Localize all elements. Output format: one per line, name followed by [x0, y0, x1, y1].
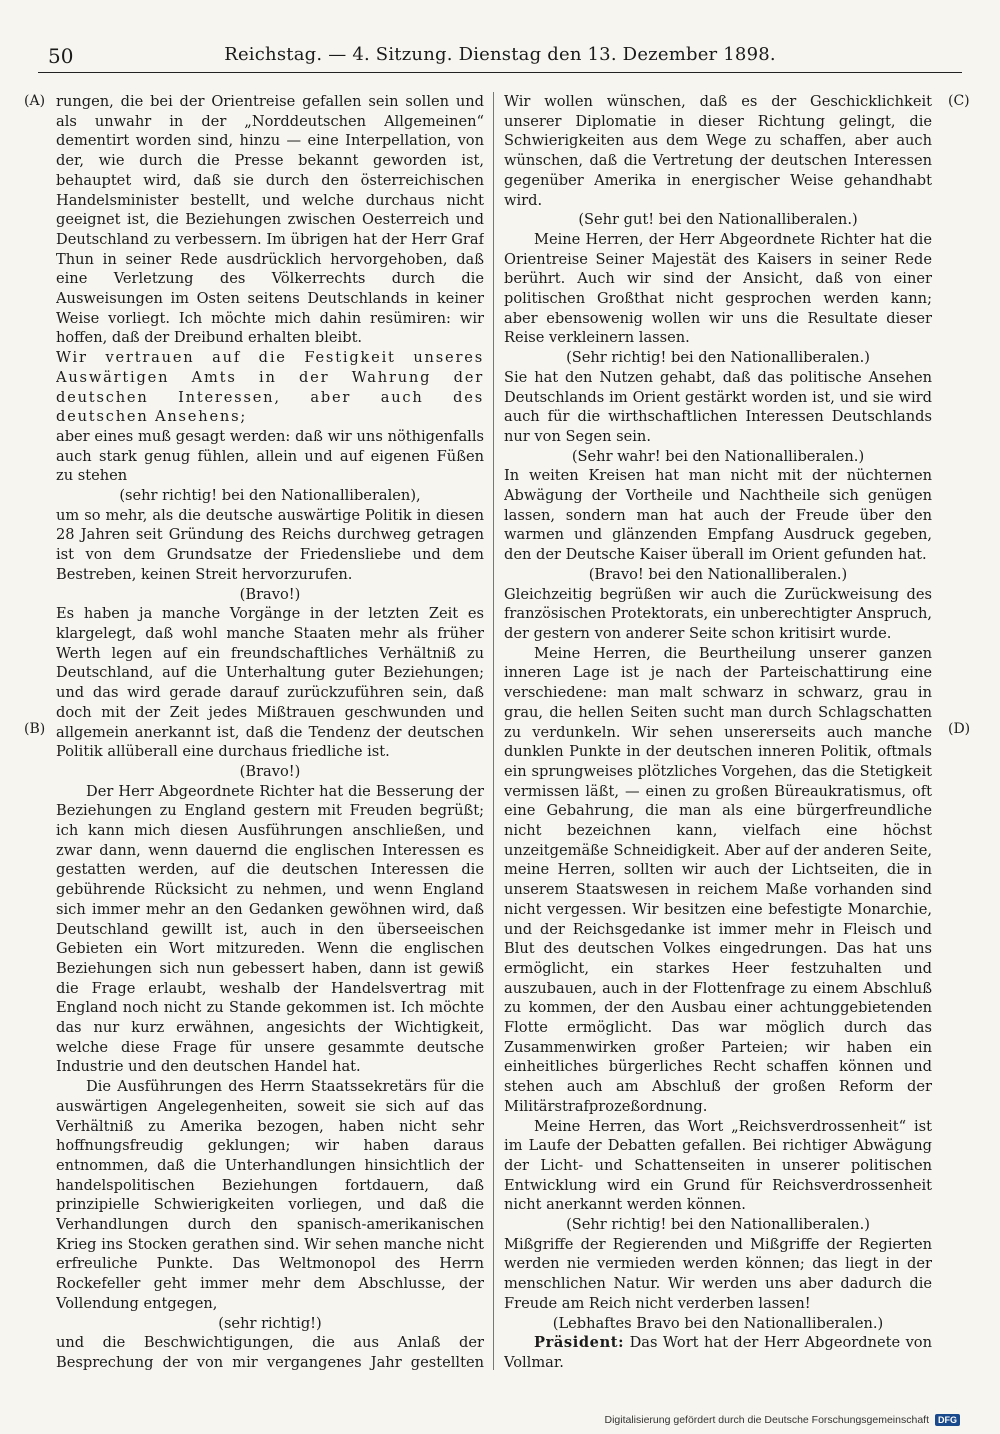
- body-paragraph: Wir vertrauen auf die Festigkeit unseres Auswärtigen Amts in der Wahrung der deutschen Interessen, aber auch des deutschen Ansehens;: [56, 349, 484, 426]
- body-paragraph: Meine Herren, die Beurtheilung unserer ganzen inneren Lage ist je nach der Parteischattirung eine verschiedene: man malt schwarz in schwarz, grau in grau, die hellen Seiten sucht man durch Schlagschatten zu verdunkeln. Wir sehen unsererseits auch manche dunklen Punkte in der deutschen inneren Politik, oftmals ein sprungweises plötzliches Vorgehen, das die Stetigkeit vermissen läßt, — einen zu großen Büreaukratismus, oft eine Gebahrung, die man als eine bürgerfreundliche nicht bezeichnen kann, vielfach eine höchst unzeitgemäße Schneidigkeit. Aber auf der anderen Seite, meine Herren, sollten wir auch der Lichtseiten, die in unserem Staatswesen in reichem Maße vorhanden sind nicht vergessen. Wir besitzen eine befestigte Monarchie, und der Reichsgedanke ist immer mehr in Fleisch und Blut des deutschen Volkes eingedrungen. Das hat uns ermöglicht, ein starkes Heer festzuhalten und auszubauen, auch in der Flottenfrage zu einem Abschluß zu kommen, der den Ausbau einer achtunggebietenden Flotte ermöglicht. Das war möglich durch das Zusammenwirken großer Parteien; wir haben ein einheitliches bürgerliches Recht schaffen können und stehen auch am Abschluß der großen Reform der Militärstrafprozeßordnung.: [504, 644, 932, 1115]
- interjection: (Sehr wahr! bei den Nationalliberalen.): [571, 447, 865, 465]
- interjection: (Lebhaftes Bravo bei den Nationalliberalen.): [552, 1314, 884, 1332]
- dfg-logo: DFG: [935, 1414, 960, 1426]
- interjection: (Bravo!): [239, 585, 301, 603]
- body-paragraph: rungen, die bei der Orientreise gefallen sein sollen und als unwahr in der „Norddeutschen Allgemeinen“ dementirt worden sind, hinzu — eine Interpellation, von der, wie durch die Presse bekannt geworden ist, behauptet wird, daß sie durch den österreichischen Handelsminister bestellt, und welche durchaus nicht geeignet ist, die Beziehungen zwischen Oesterreich und Deutschland zu verbessern. Im übrigen hat der Herr Graf Thun in seiner Rede ausdrücklich hervorgehoben, daß eine Verletzung des Völkerrechts durch die Ausweisungen im Osten seitens Deutschlands in keiner Weise vorliegt. Ich möchte mich dahin resümiren: wir hoffen, daß der Dreibund erhalten bleibt.: [56, 93, 484, 347]
- speech-paragraph: [504, 1333, 932, 1372]
- body-paragraph: Wir wollen wünschen, daß es der Geschicklichkeit unserer Diplomatie in dieser Richtung gelingt, die Schwierigkeiten aus dem Wege zu schaffen, aber auch wünschen, daß die Vertretung der deutschen Interessen gegenüber Amerika in energischer Weise gehandhabt wird.: [504, 93, 932, 209]
- body-paragraph: Sie hat den Nutzen gehabt, daß das politische Ansehen Deutschlands im Orient gestärkt worden ist, und sie wird auch für die wirthschaftlichen Interessen Deutschlands nur von Segen sein.: [504, 368, 932, 445]
- column-divider: [493, 92, 494, 1370]
- body-paragraph: Die Ausführungen des Herrn Staatssekretärs für die auswärtigen Angelegenheiten, soweit sie sich auf das Verhältniß zu Amerika bezogen, haben nicht sehr hoffnungsfreudig geklungen; wir haben daraus entnommen, daß die Unterhandlungen hinsichtlich der handelspolitischen Beziehungen fortdauern, daß prinzipielle Schwierigkeiten vorliegen, und daß die Verhandlungen durch den spanisch-amerikanischen Krieg ins Stocken gerathen sind. Wir sehen manche nicht erfreuliche Punkte. Das Weltmonopol des Herrn Rockefeller geht immer mehr dem Abschlusse, der Vollendung entgegen,: [56, 1078, 484, 1312]
- margin-letter-b: (B): [24, 721, 46, 737]
- body-paragraph: und die Beschwichtigungen, die aus Anlaß der Besprechung der von mir vergangenes Jahr gestellten: [56, 1334, 484, 1371]
- interjection: (Sehr richtig! bei den Nationalliberalen.): [566, 1216, 870, 1234]
- interjection: (Sehr richtig! bei den Nationalliberalen.): [566, 349, 870, 367]
- body-paragraph: Es haben ja manche Vorgänge in der letzten Zeit es klargelegt, daß wohl manche Staaten mehr als früher Werth legen auf ein freundschaftliches Verhältniß zu Deutschland, auf die Unterhaltung guter Beziehungen; und das wird gerade darauf zurückzuführen sein, daß doch mit der Zeit jedes Mißtrauen geschwunden und allgemein anerkannt ist, daß die Tendenz der deutschen Politik allüberall eine durchaus friedliche ist.: [56, 605, 484, 761]
- running-head: Reichstag. — 4. Sitzung. Dienstag den 13. Dezember 1898.: [224, 44, 776, 65]
- body-paragraph: In weiten Kreisen hat man nicht mit der nüchternen Abwägung der Vortheile und Nachtheile sich genügen lassen, sondern man hat auch der Freude über den warmen und glänzenden Empfang Ausdruck gegeben, den der Deutsche Kaiser überall im Orient gefunden hat.: [504, 467, 932, 564]
- margin-letter-d: (D): [948, 721, 971, 737]
- page-header: [38, 42, 962, 73]
- interjection: (Bravo! bei den Nationalliberalen.): [588, 565, 848, 583]
- footer-credit-text: Digitalisierung gefördert durch die Deutsche Forschungsgemeinschaft: [604, 1414, 929, 1426]
- body-paragraph: Mißgriffe der Regierenden und Mißgriffe der Regierten werden nie vermieden werden können; das liegt in der menschlichen Natur. Wir werden uns aber dadurch die Freude am Reich nicht verderben lassen!: [504, 1235, 932, 1312]
- left-column: [56, 92, 484, 1374]
- footer-credit: [604, 1414, 960, 1426]
- interjection: (Sehr gut! bei den Nationalliberalen.): [578, 211, 858, 229]
- interjection: (sehr richtig!): [218, 1314, 322, 1332]
- margin-letter-c: (C): [948, 93, 970, 109]
- body-paragraph: Meine Herren, der Herr Abgeordnete Richter hat die Orientreise Seiner Majestät des Kaisers in seiner Rede berührt. Auch wir sind der Ansicht, daß von einer politischen Großthat nicht gesprochen werden kann; aber ebensowenig wollen wir uns die Resultate dieser Reise verkleinern lassen.: [504, 230, 932, 347]
- page-number: 50: [48, 44, 74, 68]
- margin-letter-a: (A): [24, 93, 46, 109]
- speech-text: Das Wort hat der Herr Abgeordnete von Vollmar.: [504, 1334, 932, 1371]
- speech-paragraph: [504, 1373, 932, 1374]
- right-column: [504, 92, 932, 1374]
- body-paragraph: Gleichzeitig begrüßen wir auch die Zurückweisung des französischen Protektorats, ein unberechtigter Anspruch, der gestern von anderer Seite schon kritisirt wurde.: [504, 585, 932, 642]
- body-paragraph: aber eines muß gesagt werden: daß wir uns nöthigenfalls auch stark genug fühlen, allein und auf eigenen Füßen zu stehen: [56, 427, 484, 485]
- interjection: (sehr richtig! bei den Nationalliberalen),: [119, 487, 421, 505]
- body-paragraph: um so mehr, als die deutsche auswärtige Politik in diesen 28 Jahren seit Gründung des Reichs durchweg getragen ist von dem Grundsatze der Friedensliebe und dem Bestreben, keinen Streit hervorzurufen.: [56, 506, 484, 583]
- body-paragraph: Der Herr Abgeordnete Richter hat die Besserung der Beziehungen zu England gestern mit Freuden begrüßt; ich kann mich diesen Ausführungen anschließen, und zwar dann, wenn dauernd die englischen Interessen es gestatten werden, auf die deutschen Interessen die gebührende Rücksicht zu nehmen, und wenn England sich immer mehr an den Gedanken gewöhnen wird, daß Deutschland gewillt ist, auch in den überseeischen Gebieten ein Wort mitzureden. Wenn die englischen Beziehungen sich nun gebessert haben, dann ist gewiß die Frage erlaubt, weshalb der Handelsvertrag mit England noch nicht zu Stande gekommen ist. Ich möchte das nur kurz erwähnen, angesichts der Wichtigkeit, welche diese Frage für unsere gesammte deutsche Industrie und den deutschen Handel hat.: [56, 782, 484, 1076]
- body-paragraph: Meine Herren, das Wort „Reichsverdrossenheit“ ist im Laufe der Debatten gefallen. Bei richtiger Abwägung der Licht- und Schattenseiten in unserer politischen Entwicklung wird ein Grund für Reichsverdrossenheit nicht anerkannt werden können.: [504, 1117, 932, 1214]
- speaker-name: Präsident:: [534, 1334, 625, 1352]
- interjection: (Bravo!): [239, 762, 301, 780]
